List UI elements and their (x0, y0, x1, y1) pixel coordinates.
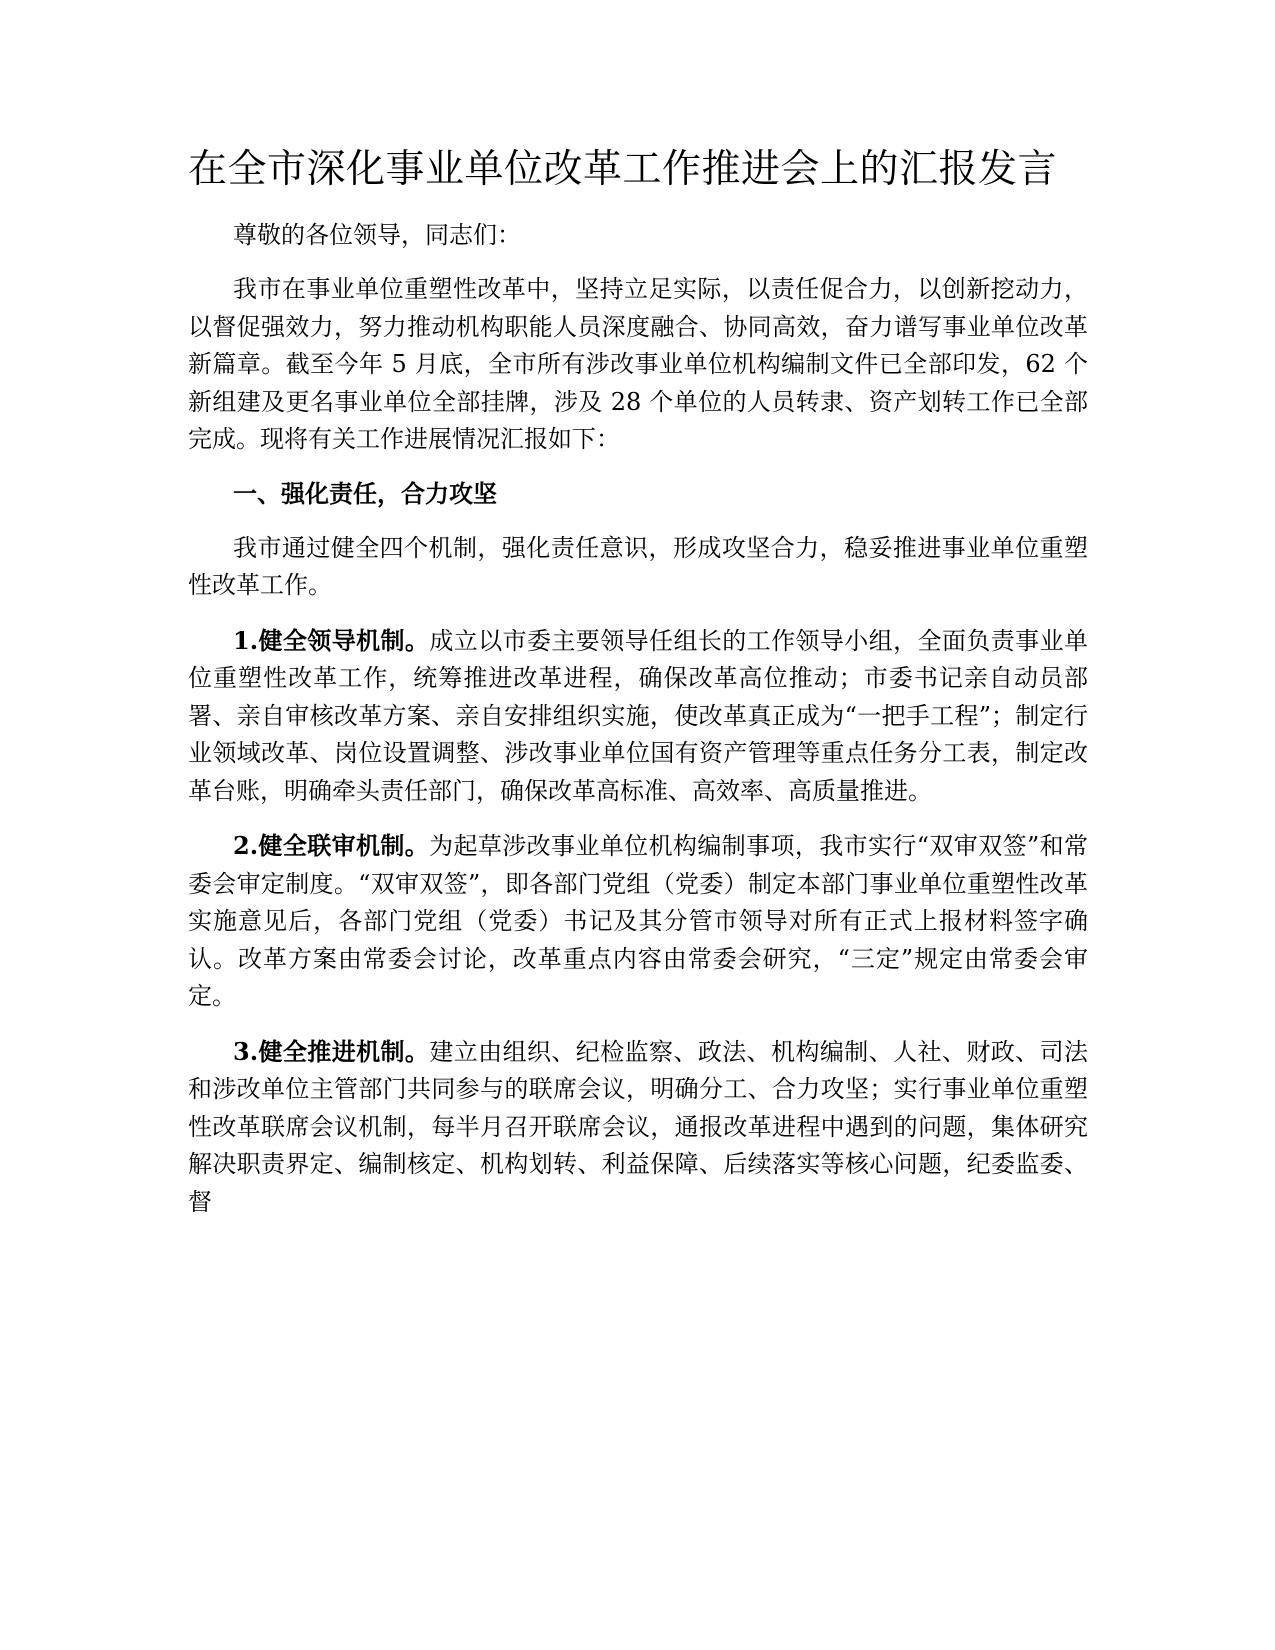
intro-paragraph: 我市在事业单位重塑性改革中，坚持立足实际，以责任促合力，以创新挖动力，以督促强效力，努力推动机构职能人员深度融合、协同高效，奋力谱写事业单位改革新篇章。截至今年 5 月底，全市所有涉改事业单位机构编制文件已全部印发，62 个新组建及更名事业单位全部挂牌，涉及 28 个单位的人员转隶、资产划转工作已全部完成。现将有关工作进展情况汇报如下： (188, 275, 1088, 453)
paragraph-lead: 3.健全推进机制。 (233, 1036, 430, 1066)
section-heading: 一、强化责任，合力攻坚 (233, 479, 497, 508)
document-title: 在全市深化事业单位改革工作推进会上的汇报发言 (188, 147, 1058, 192)
section-intro-paragraph: 我市通过健全四个机制，强化责任意识，形成攻坚合力，稳妥推进事业单位重塑性改革工作。 (188, 533, 1088, 599)
paragraph-lead: 2.健全联审机制。 (233, 831, 430, 860)
promotion-mechanism-paragraph (188, 1033, 1088, 1222)
paragraph-text: 为起草涉改事业单位机构编制事项，我市实行“双审双签”和常委会审定制度。“双审双签”，即各部门党组（党委）制定本部门事业单位重塑性改革实施意见后，各部门党组（党委）书记及其分管市领导对所有正式上报材料签字确认。改革方案由常委会讨论，改革重点内容由常委会研究，“三定”规定由常委会审定。 (188, 832, 1088, 1010)
paragraph-lead: 1.健全领导机制。 (233, 625, 430, 655)
salutation: 尊敬的各位领导，同志们： (233, 221, 521, 249)
document-body (188, 145, 1088, 1221)
leadership-mechanism-paragraph (188, 622, 1088, 811)
paragraph-text: 建立由组织、纪检监察、政法、机构编制、人社、财政、司法和涉改单位主管部门共同参与的联席会议，明确分工、合力攻坚；实行事业单位重塑性改革联席会议机制，每半月召开联席会议，通报改革进程中遇到的问题，集体研究解决职责界定、编制核定、机构划转、利益保障、后续落实等核心问题，纪委监委、督 (188, 1037, 1088, 1216)
paragraph-text: 成立以市委主要领导任组长的工作领导小组，全面负责事业单位重塑性改革工作，统筹推进改革进程，确保改革高位推动；市委书记亲自动员部署、亲自审核改革方案、亲自安排组织实施，使改革真正成为“一把手工程”；制定行业领域改革、岗位设置调整、涉改事业单位国有资产管理等重点任务分工表，制定改革台账，明确牵头责任部门，确保改革高标准、高效率、高质量推进。 (188, 626, 1088, 805)
joint-review-mechanism-paragraph (188, 827, 1088, 1016)
